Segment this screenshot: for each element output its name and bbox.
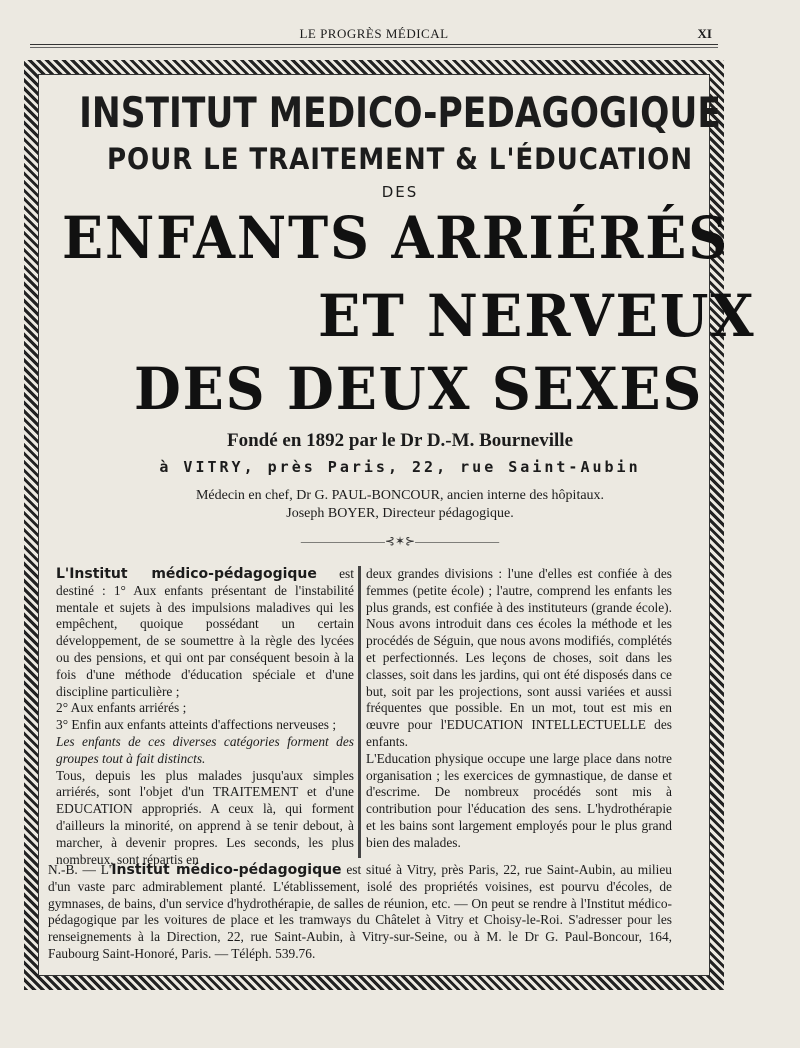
institute-name-inline: L'Institut médico-pédagogique xyxy=(56,566,317,582)
right-paragraph-1: deux grandes divisions : l'une d'elles est confiée à des femmes (petite école) ; l'autre, comprend les enfants les plus grands, est confiée à des instituteurs (grande école). Nous avons introduit dans ces écoles la méthode et les procédés de Séguin, que nous avons modifiés, complétés et perfectionnés. Les leçons de choses, soit dans les classes, soit dans les jardins, qui ont été disposés dans ce but, soit par les projections, sont aussi variées et aussi fréquentes que possible. En un mot, tout est mis en œuvre pour l'EDUCATION INTELLECTUELLE des enfants. xyxy=(366,566,672,749)
chief-physician-line: Médecin en chef, Dr G. PAUL-BONCOUR, ancien interne des hôpitaux. xyxy=(195,488,605,503)
left-paragraph-2: 2° Aux enfants arriérés ; xyxy=(56,700,187,716)
headline-line-2: ET NERVEUX xyxy=(318,282,756,350)
founder-line: Fondé en 1892 par le Dr D.-M. Bourneville xyxy=(226,430,574,451)
left-paragraph-5: Tous, depuis les plus malades jusqu'aux simples arriérés, sont l'objet d'un TRAITEMENT et d'une EDUCATION appropriés. A ceux là, qui forment d'ailleurs la minorité, on apprend à se tenir debout, à marcher, à devenir propres. Les seconds, les plus nombreux, sont répartis en xyxy=(56,767,354,867)
journal-title: LE PROGRÈS MÉDICAL xyxy=(299,26,449,41)
right-paragraph-2: L'Education physique occupe une large place dans notre organisation ; les exercices de gymnastique, de danse et d'escrime. De nombreux procédés sont mis à contribution pour l'éducation des sens. L'hydrothérapie et les bains sont largement employés pour le plus grand bien des malades. xyxy=(366,750,672,850)
ornament-divider: ———————⊰✶⊱——————— xyxy=(300,534,500,548)
pedagogical-director-line: Joseph BOYER, Directeur pédagogique. xyxy=(286,506,514,521)
column-divider xyxy=(358,566,361,858)
left-paragraph-3: 3° Enfin aux enfants atteints d'affections nerveuses ; xyxy=(56,717,337,733)
headline-line-3: DES DEUX SEXES xyxy=(134,355,704,423)
footnote-nb: N.-B. — L'Institut médico-pédagogique est situé à Vitry, près Paris, 22, rue Saint-Aubin, au milieu d'un vaste parc admirablement planté. L'établissement, isolé des propriétés voisines, est pourvu d'écoles, de gymnases, de bains, d'un service d'hydrothérapie, de salles de réunion, etc. — On peut se rendre à l'Institut médico-pédagogique par les voitures de place et les tramways du Châtelet à Vitry et Choisy-le-Roi. S'adresser pour les renseignements à la Direction, 22, rue Saint-Aubin, à Vitry-sur-Seine, ou à M. le Dr G. Paul-Boncour, 164, Faubourg Saint-Honoré, Paris. — Téléph. 539.76. xyxy=(48,862,672,961)
left-paragraph-4: Les enfants de ces diverses catégories forment des groupes tout à fait distincts. xyxy=(56,733,354,766)
institute-name-note: Institut médico-pédagogique xyxy=(111,862,342,878)
left-paragraph-1: L'Institut médico-pédagogique est destiné : 1° Aux enfants présentant de l'instabilité mentale et sujets à des impulsions maladives qui les empêchent, quoique possédant un certain développement, de se soumettre à la règle des lycées ou des pensions, et qui ont par conséquent besoin à la fois d'une méthode d'éducation spéciale et d'une discipline particulière ; xyxy=(56,566,354,699)
header-rule-thin xyxy=(30,47,718,48)
right-column xyxy=(366,566,672,852)
address-line: à VITRY, près Paris, 22, rue Saint-Aubin xyxy=(159,458,641,476)
left-column xyxy=(56,566,354,868)
page-number: XI xyxy=(697,26,712,41)
running-header xyxy=(30,24,718,44)
header-rule xyxy=(30,44,718,45)
title-connector: DES xyxy=(381,183,419,201)
institute-title: INSTITUT MEDICO-PEDAGOGIQUE xyxy=(79,88,721,137)
headline-line-1: ENFANTS ARRIÉRÉS xyxy=(62,204,730,272)
institute-subtitle: POUR LE TRAITEMENT & L'ÉDUCATION xyxy=(106,142,694,176)
